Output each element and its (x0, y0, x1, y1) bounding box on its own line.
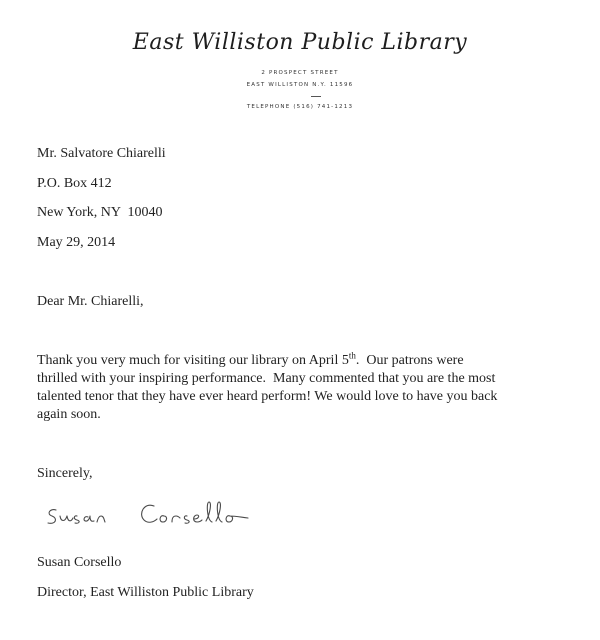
body-line-1-tail: . Our patrons were (355, 353, 464, 368)
handwritten-signature (44, 492, 304, 532)
recipient-po-box: P.O. Box 412 (37, 176, 112, 191)
body-line-4: again soon. (37, 407, 101, 422)
date-ordinal: th (348, 350, 356, 361)
letter-date: May 29, 2014 (37, 235, 116, 250)
library-name: East Williston Public Library (132, 30, 468, 55)
salutation: Dear Mr. Chiarelli, (37, 294, 144, 309)
body-line-1 (37, 352, 577, 370)
letterhead-phone: TELEPHONE (516) 741-1213 (246, 104, 354, 110)
signer-title: Director, East Williston Public Library (37, 585, 254, 600)
closing: Sincerely, (37, 466, 93, 481)
letterhead-street: 2 PROSPECT STREET (261, 70, 339, 76)
body-line-2: thrilled with your inspiring performance. Many commented that you are the most (37, 371, 496, 386)
recipient-city: New York, NY 10040 (37, 205, 163, 220)
recipient-name: Mr. Salvatore Chiarelli (37, 146, 166, 161)
body-paragraph (37, 352, 577, 424)
body-line-3: talented tenor that they have ever heard perform! We would love to have you back (37, 389, 498, 404)
body-line-1-text: Thank you very much for visiting our library on April 5 (37, 353, 349, 368)
letterhead-city: EAST WILLISTON N.Y. 11596 (246, 82, 354, 88)
letterhead-divider (311, 96, 321, 97)
signer-name: Susan Corsello (37, 555, 122, 570)
